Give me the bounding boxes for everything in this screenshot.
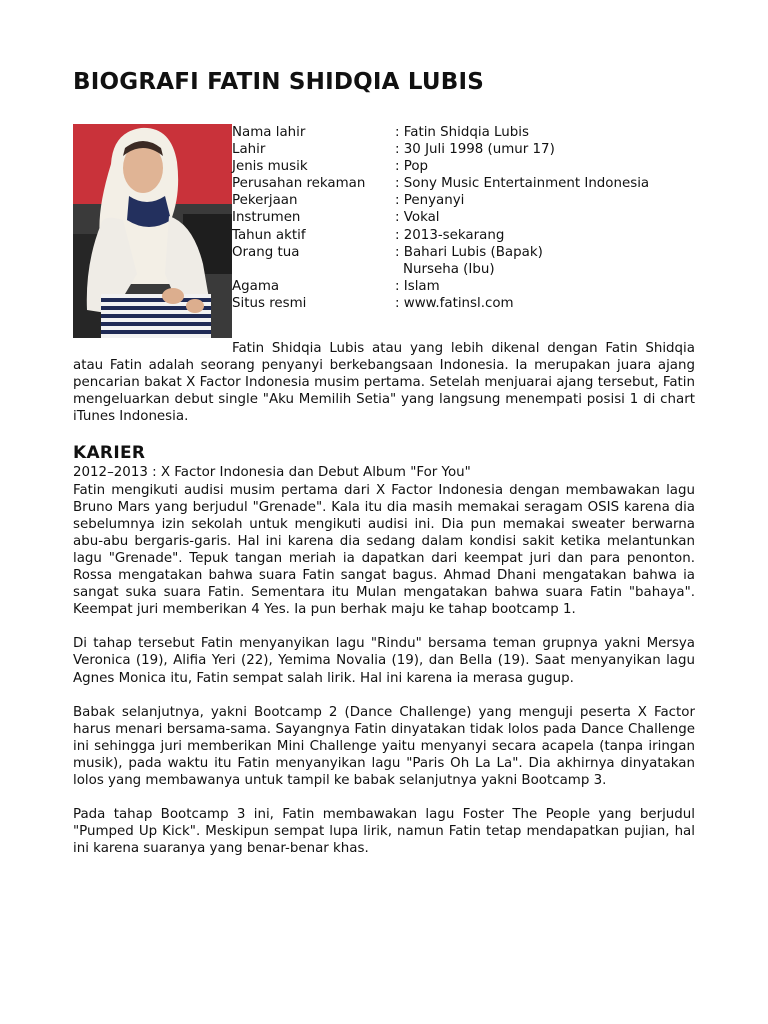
section-heading-karier: KARIER <box>73 443 146 464</box>
info-row-instrumen <box>232 209 649 226</box>
info-label: Jenis musik <box>232 159 308 175</box>
info-label: Nama lahir <box>232 125 306 140</box>
body-paragraph: Pada tahap Bootcamp 3 ini, Fatin membawakan lagu Foster The People yang berjudul "Pumped Up Kick". Meskipun sempat lupa lirik, namun Fatin tetap mendapatkan pujian, hal ini karena suaranya yang benar-benar khas. <box>73 807 695 857</box>
info-label: Pekerjaan <box>232 193 298 209</box>
profile-photo <box>73 124 232 338</box>
paragraph-gap <box>73 789 695 806</box>
paragraph-gap <box>73 618 695 635</box>
info-value: Nurseha (Ibu) <box>403 261 495 277</box>
info-row-jenis-musik <box>232 158 649 175</box>
info-row-orang-tua-cont <box>232 261 649 278</box>
page-title: BIOGRAFI FATIN SHIDQIA LUBIS <box>73 69 485 95</box>
body-paragraph: Fatin mengikuti audisi musim pertama dari X Factor Indonesia dengan membawakan lagu Bruno Mars yang berjudul "Grenade". Kala itu dia masih memakai seragam OSIS karena dia sebelumnya izin sekolah untuk mengikuti audisi ini. Dia pun memakai sweater berwarna abu-abu bergaris-garis. Hal ini karena dia sedang dalam kondisi sakit ketika melantunkan lagu "Grenade". Tepuk tangan meriah ia dapatkan dari keempat juri dan para penonton. Rossa mengatakan bahwa suara Fatin sangat bagus. Ahmad Dhani mengatakan bahwa ia sangat suka suara Fatin. Sementara itu Mulan mengatakan bahwa suara Fatin "bahaya". Keempat juri memberikan 4 Yes. Ia pun berhak maju ke tahap bootcamp 1. <box>73 482 695 618</box>
info-row-tahun-aktif <box>232 227 649 244</box>
info-table <box>232 124 649 312</box>
section-subheading: 2012–2013 : X Factor Indonesia dan Debut Album "For You" <box>73 465 471 481</box>
info-label: Tahun aktif <box>232 227 306 243</box>
info-row-situs-resmi <box>232 295 649 312</box>
info-value: : Pop <box>395 159 429 175</box>
info-label: Perusahan rekaman <box>232 176 366 192</box>
info-value: : Vokal <box>395 210 440 226</box>
info-label: Orang tua <box>232 244 300 260</box>
body-paragraph: Di tahap tersebut Fatin menyanyikan lagu "Rindu" bersama teman grupnya yakni Mersya Veronica (19), Alifia Yeri (22), Yemima Novalia (19), dan Bella (19). Saat menyanyikan lagu Agnes Monica itu, Fatin sempat salah lirik. Hal ini karena ia merasa gugup. <box>73 636 695 686</box>
info-value: : Bahari Lubis (Bapak) <box>395 244 543 260</box>
intro-paragraph: Fatin Shidqia Lubis atau yang lebih dikenal dengan Fatin Shidqia atau Fatin adalah seorang penyanyi berkebangsaan Indonesia. Ia merupakan juara ajang pencarian bakat X Factor Indonesia musim pertama. Setelah menjuarai ajang tersebut, Fatin mengeluarkan debut single "Aku Memilih Setia" yang langsung menempati posisi 1 di chart iTunes Indonesia. <box>73 341 695 425</box>
info-label: Situs resmi <box>232 295 307 311</box>
info-row-pekerjaan <box>232 192 649 209</box>
info-label: Lahir <box>232 142 266 158</box>
info-value: : www.fatinsl.com <box>395 295 514 311</box>
info-label: Agama <box>232 278 280 294</box>
info-value: : Sony Music Entertainment Indonesia <box>395 176 650 192</box>
body-paragraph: Babak selanjutnya, yakni Bootcamp 2 (Dance Challenge) yang menguji peserta X Factor harus menari bersama-sama. Sayangnya Fatin dinyatakan tidak lolos pada Dance Challenge ini sehingga juri memberikan Mini Challenge yaitu menyanyi secara acapela (tanpa iringan musik), pada waktu itu Fatin menyanyikan lagu "Paris Oh La La". Dia akhirnya dinyatakan lolos yang membawanya untuk tampil ke babak selanjutnya yakni Bootcamp 3. <box>73 704 695 788</box>
info-row-lahir <box>232 141 649 158</box>
document-page <box>73 66 695 857</box>
paragraph-gap <box>73 687 695 704</box>
info-value: : Islam <box>395 278 440 294</box>
info-row-perusahan-rekaman <box>232 175 649 192</box>
info-value: : 30 Juli 1998 (umur 17) <box>395 142 555 158</box>
info-row-nama-lahir <box>232 124 649 141</box>
info-value: : Fatin Shidqia Lubis <box>395 125 529 140</box>
profile-section <box>73 124 695 340</box>
info-row-orang-tua <box>232 244 649 261</box>
info-value: : 2013-sekarang <box>395 227 505 243</box>
info-row-agama <box>232 278 649 295</box>
info-value: : Penyanyi <box>395 193 465 209</box>
info-label: Instrumen <box>232 210 301 226</box>
